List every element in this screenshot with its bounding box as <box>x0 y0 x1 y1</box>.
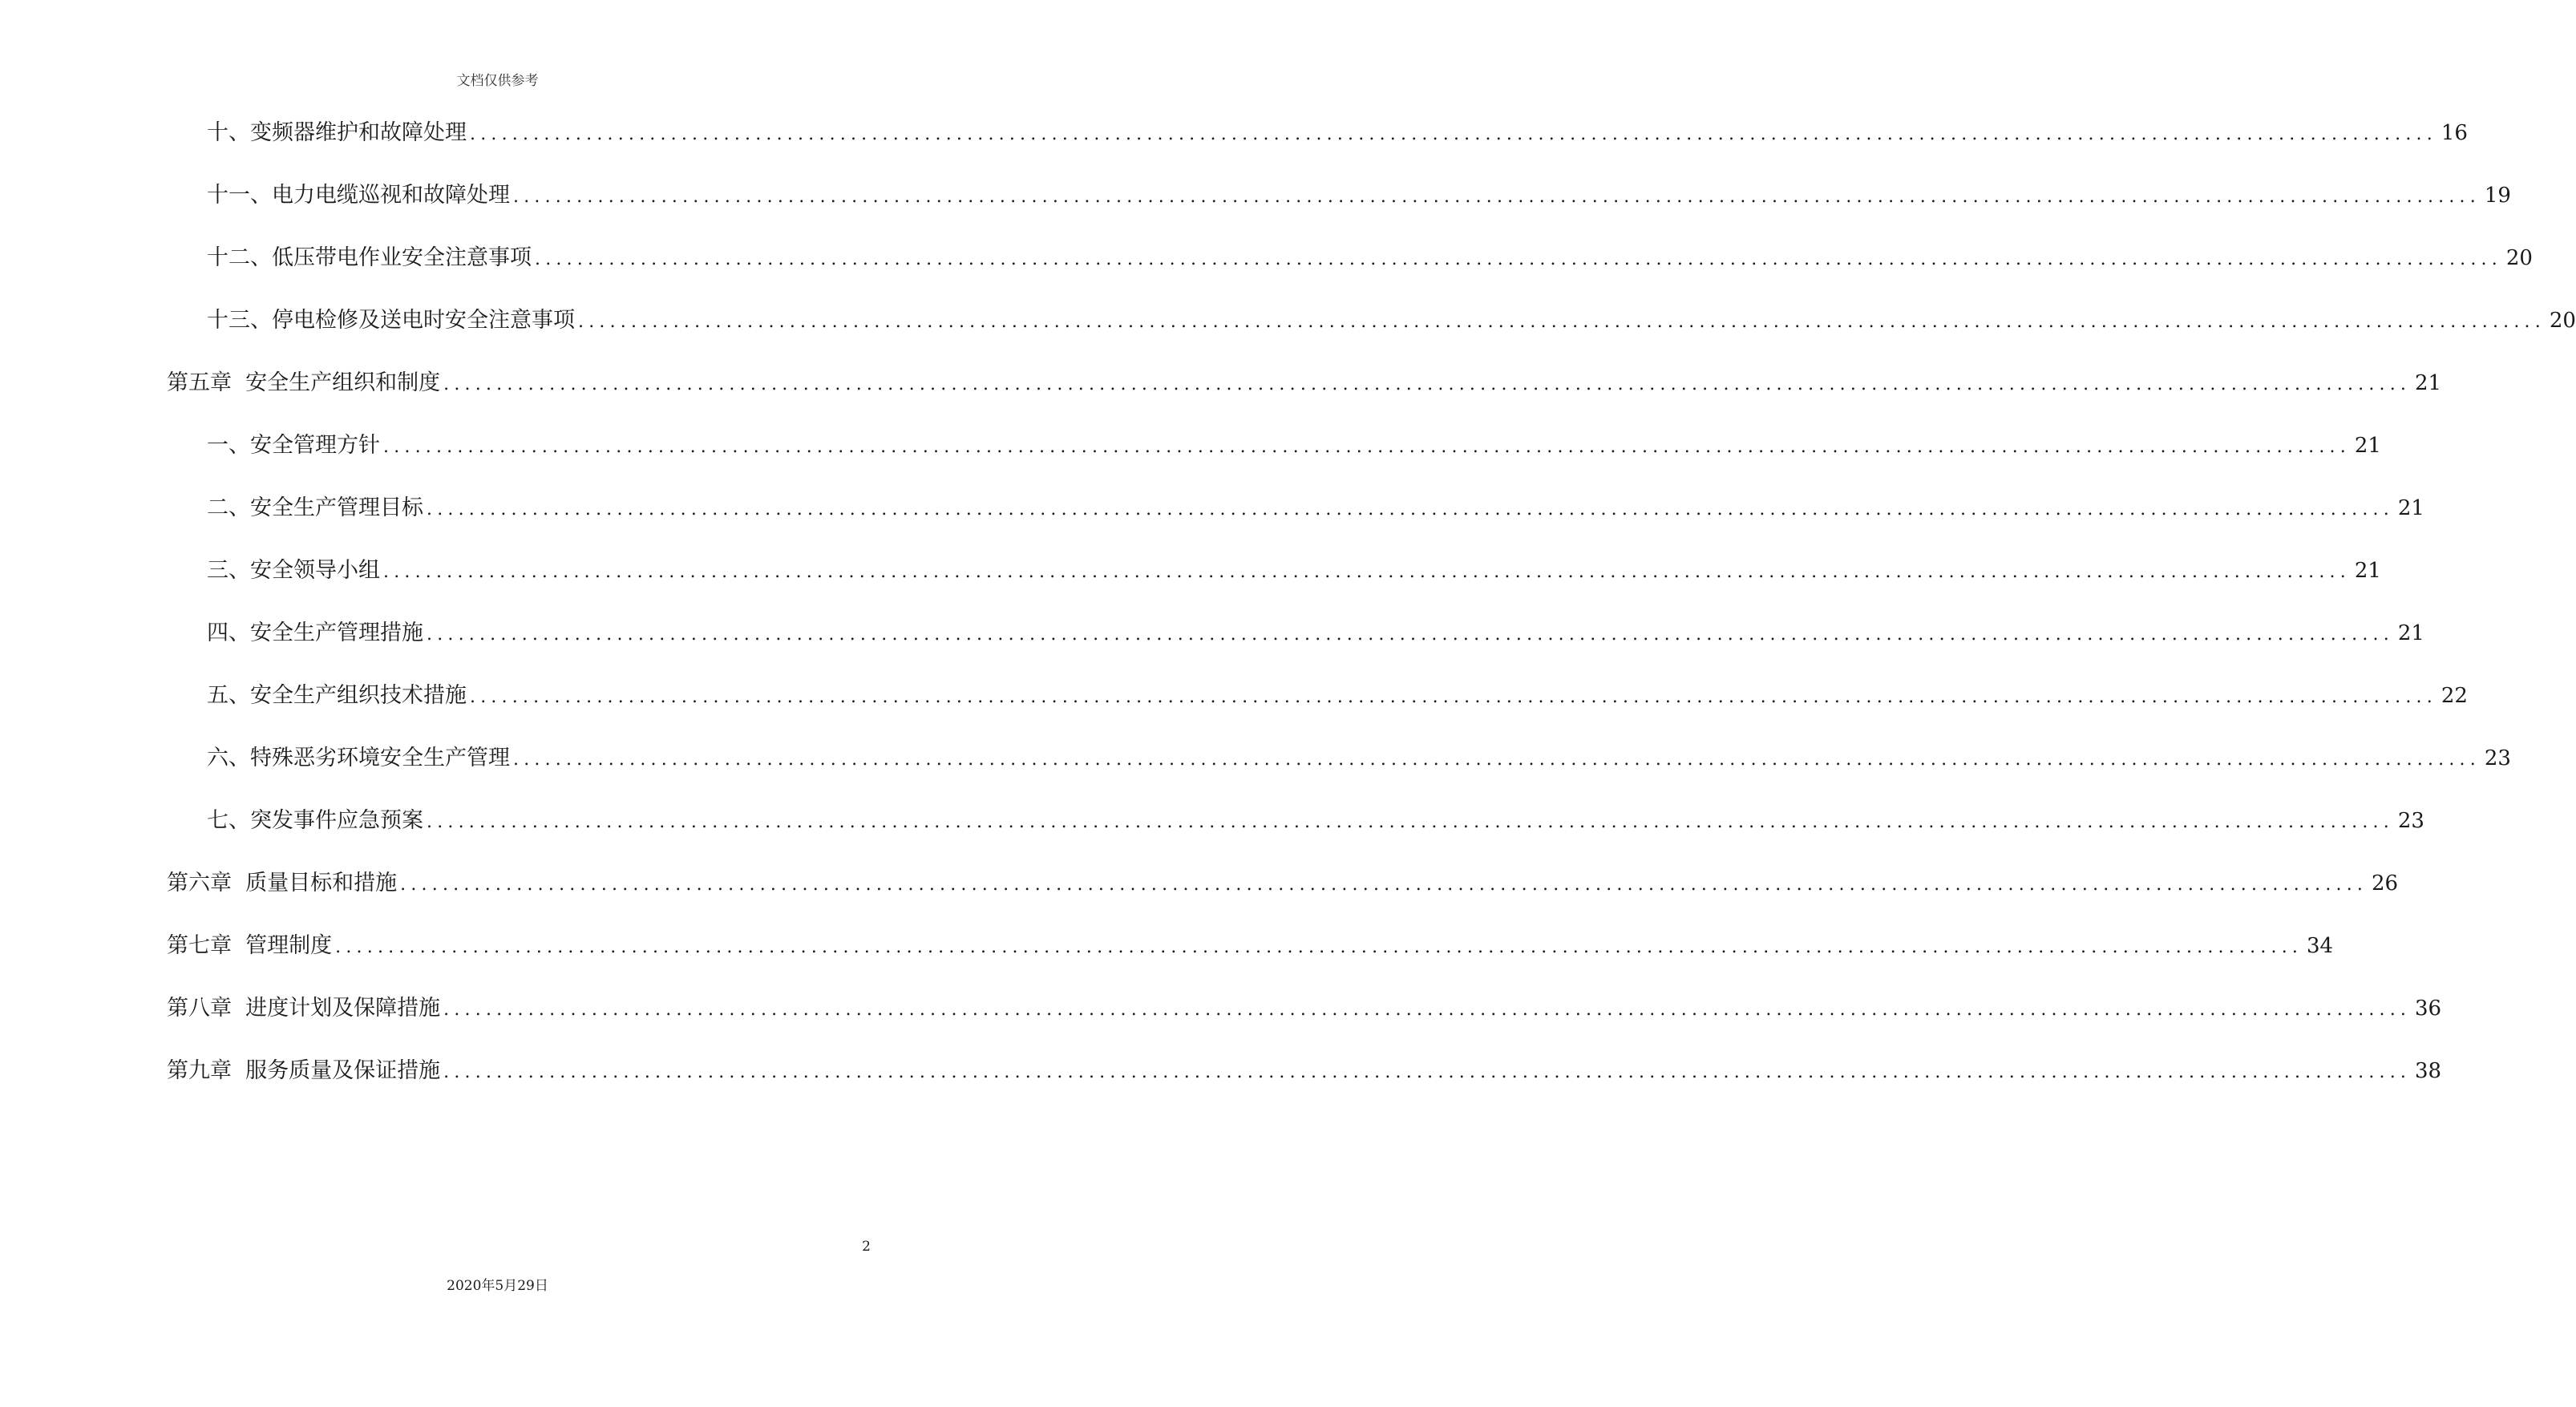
toc-entry-title: 第七章 管理制度 <box>167 933 333 958</box>
toc-entry-page: 38 <box>2415 1059 2442 1083</box>
toc-entry[interactable] <box>0 1050 2442 1092</box>
toc-entry-page: 21 <box>2354 559 2381 583</box>
toc-entry[interactable] <box>0 175 2511 216</box>
toc-entry-title: 第五章 安全生产组织和制度 <box>167 370 441 395</box>
toc-entry-title: 二、安全生产管理目标 <box>207 495 423 520</box>
toc-entry[interactable] <box>0 925 2334 967</box>
toc-entry-title: 十、变频器维护和故障处理 <box>207 120 467 145</box>
toc-entry-page: 20 <box>2549 309 2576 333</box>
toc-entry[interactable] <box>0 675 2468 717</box>
page-footer-date: 2020年5月29日 <box>447 1278 548 1294</box>
toc-entry-page: 26 <box>2372 871 2399 896</box>
toc-entry[interactable] <box>0 613 2424 654</box>
page-header: 文档仅供参考 <box>456 73 539 89</box>
toc-entry-page: 22 <box>2441 684 2468 708</box>
toc-entry[interactable] <box>0 487 2424 529</box>
toc-entry[interactable] <box>0 362 2442 404</box>
toc-entry-title: 一、安全管理方针 <box>207 433 380 458</box>
toc-entry[interactable] <box>0 800 2424 842</box>
toc-entry-title: 七、突发事件应急预案 <box>207 808 423 833</box>
toc-entry[interactable] <box>0 237 2533 279</box>
toc-dot-leader <box>383 552 2351 593</box>
toc-entry-title: 第六章 质量目标和措施 <box>167 871 398 896</box>
toc-entry-page: 16 <box>2441 121 2468 145</box>
toc-entry-title: 五、安全生产组织技术措施 <box>207 683 467 708</box>
toc-dot-leader <box>535 239 2502 281</box>
toc-entry-page: 21 <box>2354 434 2381 458</box>
toc-entry-page: 21 <box>2397 621 2424 645</box>
page-number: 2 <box>862 1239 871 1255</box>
toc-dot-leader <box>443 1052 2411 1094</box>
toc-entry[interactable] <box>0 738 2511 779</box>
toc-entry-title: 第八章 进度计划及保障措施 <box>167 996 441 1021</box>
toc-entry[interactable] <box>0 425 2381 467</box>
toc-entry-title: 四、安全生产管理措施 <box>207 621 423 645</box>
toc-dot-leader <box>470 677 2437 718</box>
toc-entry-title: 第九章 服务质量及保证措施 <box>167 1058 441 1083</box>
toc-entry-page: 34 <box>2307 934 2334 958</box>
toc-entry[interactable] <box>0 988 2442 1029</box>
toc-entry-page: 20 <box>2505 246 2533 270</box>
toc-dot-leader <box>427 489 2394 531</box>
toc-dot-leader <box>383 427 2351 468</box>
toc-entry[interactable] <box>0 863 2399 904</box>
toc-entry-title: 十三、停电检修及送电时安全注意事项 <box>207 308 575 333</box>
toc-dot-leader <box>578 301 2546 343</box>
toc-entry-title: 三、安全领导小组 <box>207 558 380 583</box>
toc-entry-page: 19 <box>2484 184 2511 208</box>
toc-entry-title: 十一、电力电缆巡视和故障处理 <box>207 183 510 208</box>
toc-dot-leader <box>335 927 2303 968</box>
toc-dot-leader <box>443 989 2411 1031</box>
toc-dot-leader <box>427 614 2394 656</box>
toc-dot-leader <box>443 364 2411 406</box>
toc-entry-page: 36 <box>2415 997 2442 1021</box>
toc-entry-page: 21 <box>2397 496 2424 520</box>
toc-entry[interactable] <box>0 550 2381 592</box>
toc-entry[interactable] <box>0 300 2576 342</box>
toc-dot-leader <box>470 114 2437 156</box>
toc-dot-leader <box>427 802 2394 843</box>
toc-entry-title: 十二、低压带电作业安全注意事项 <box>207 245 532 270</box>
toc-entry[interactable] <box>0 112 2468 154</box>
toc-dot-leader <box>513 176 2481 218</box>
toc-dot-leader <box>400 864 2368 906</box>
toc-dot-leader <box>513 739 2481 781</box>
toc-entry-page: 23 <box>2484 746 2511 770</box>
toc-entry-title: 六、特殊恶劣环境安全生产管理 <box>207 746 510 770</box>
toc-entry-page: 23 <box>2397 809 2424 833</box>
toc-entry-page: 21 <box>2415 371 2442 395</box>
